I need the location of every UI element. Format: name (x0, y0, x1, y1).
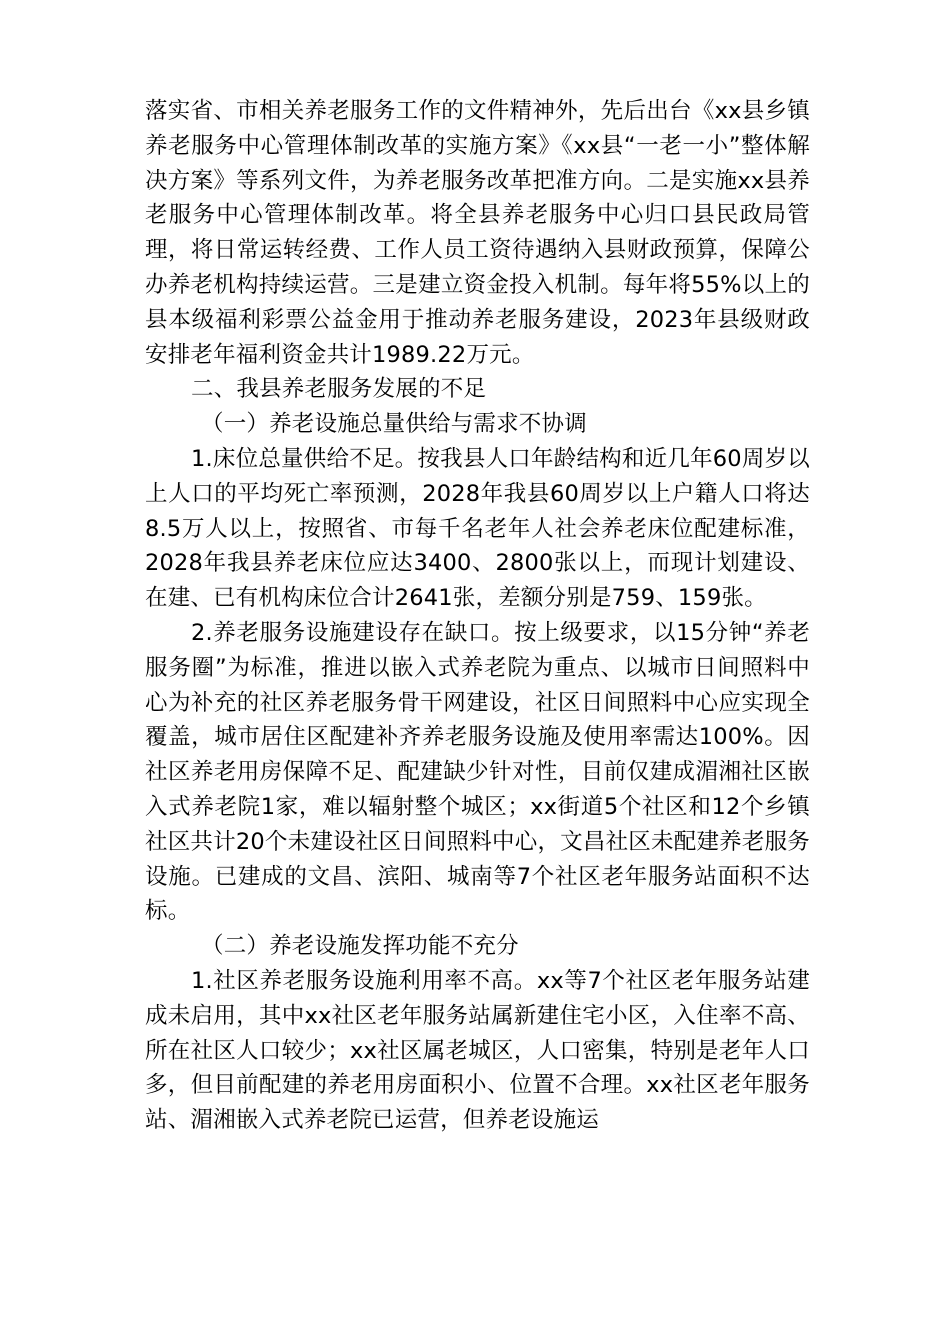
document-page (145, 94, 810, 1138)
body-paragraph-continued: 落实省、市相关养老服务工作的文件精神外，先后出台《xx县乡镇养老服务中心管理体制改革的实施方案》《xx县“一老一小”整体解决方案》等系列文件，为养老服务改革把准方向。二是实施xx县养老服务中心管理体制改革。将全县养老服务中心归口县民政局管理，将日常运转经费、工作人员工资待遇纳入县财政预算，保障公办养老机构持续运营。三是建立资金投入机制。每年将55%以上的县本级福利彩票公益金用于推动养老服务建设，2023年县级财政安排老年福利资金共计1989.22万元。 (145, 98, 810, 368)
subsection-heading: （一）养老设施总量供给与需求不协调 (201, 411, 587, 438)
section-heading: 二、我县养老服务发展的不足 (191, 376, 487, 403)
subsection-heading: （二）养老设施发挥功能不充分 (201, 933, 519, 960)
body-paragraph: 2.养老服务设施建设存在缺口。按上级要求，以15分钟“养老服务圈”为标准，推进以嵌入式养老院为重点、以城市日间照料中心为补充的社区养老服务骨干网建设，社区日间照料中心应实现全覆盖，城市居住区配建补齐养老服务设施及使用率需达100%。因社区养老用房保障不足、配建缺少针对性，目前仅建成湄湘社区嵌入式养老院1家，难以辐射整个城区；xx街道5个社区和12个乡镇社区共计20个未建设社区日间照料中心，文昌社区未配建养老服务设施。已建成的文昌、滨阳、城南等7个社区老年服务站面积不达标。 (145, 619, 810, 925)
body-paragraph: 1.床位总量供给不足。按我县人口年龄结构和近几年60周岁以上人口的平均死亡率预测，2028年我县60周岁以上户籍人口将达8.5万人以上，按照省、市每千名老年人社会养老床位配建标准，2028年我县养老床位应达3400、2800张以上，而现计划建设、在建、已有机构床位合计2641张，差额分别是759、159张。 (145, 445, 810, 612)
body-paragraph: 1.社区养老服务设施利用率不高。xx等7个社区老年服务站建成未启用，其中xx社区老年服务站属新建住宅小区，入住率不高、所在社区人口较少；xx社区属老城区，人口密集，特别是老年人口多，但目前配建的养老用房面积小、位置不合理。xx社区老年服务站、湄湘嵌入式养老院已运营，但养老设施运 (145, 967, 810, 1134)
